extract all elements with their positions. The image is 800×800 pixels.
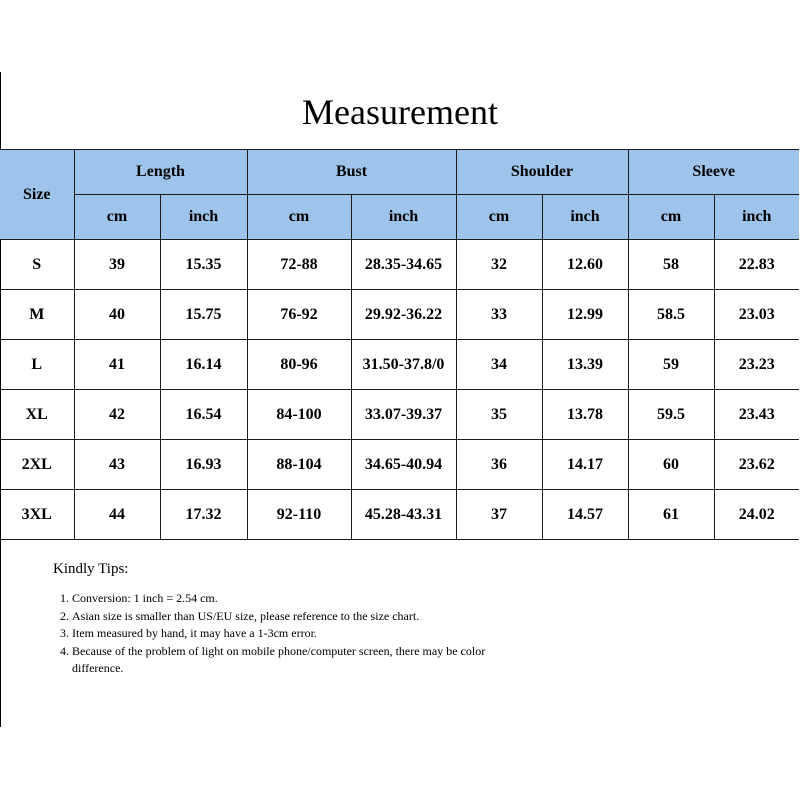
table-cell: 34.65-40.94 xyxy=(351,440,456,490)
table-cell: 23.23 xyxy=(714,340,799,390)
tip-item: 4. Because of the problem of light on mobile phone/computer screen, there may be color difference. xyxy=(72,643,513,678)
tips-title: Kindly Tips: xyxy=(53,561,129,577)
table-cell: 59.5 xyxy=(628,390,714,440)
size-header: Size xyxy=(0,150,74,240)
page-title: Measurement xyxy=(302,92,498,132)
table-row xyxy=(0,390,799,440)
size-cell: S xyxy=(0,240,74,290)
unit-header: inch xyxy=(351,195,456,240)
table-cell: 32 xyxy=(456,240,542,290)
unit-header: cm xyxy=(456,195,542,240)
table-cell: 72-88 xyxy=(247,240,351,290)
table-cell: 59 xyxy=(628,340,714,390)
table-cell: 44 xyxy=(74,490,160,540)
table-cell: 23.43 xyxy=(714,390,799,440)
table-cell: 36 xyxy=(456,440,542,490)
table-cell: 76-92 xyxy=(247,290,351,340)
table-cell: 29.92-36.22 xyxy=(351,290,456,340)
header-row-groups xyxy=(0,150,799,195)
table-cell: 22.83 xyxy=(714,240,799,290)
size-cell: 2XL xyxy=(0,440,74,490)
table-cell: 28.35-34.65 xyxy=(351,240,456,290)
table-cell: 43 xyxy=(74,440,160,490)
size-cell: XL xyxy=(0,390,74,440)
table-row xyxy=(0,440,799,490)
table-cell: 15.35 xyxy=(160,240,247,290)
table-cell: 35 xyxy=(456,390,542,440)
table-row xyxy=(0,490,799,540)
table-cell: 14.17 xyxy=(542,440,628,490)
table-cell: 37 xyxy=(456,490,542,540)
unit-header: inch xyxy=(160,195,247,240)
table-cell: 58.5 xyxy=(628,290,714,340)
table-cell: 16.54 xyxy=(160,390,247,440)
table-cell: 33 xyxy=(456,290,542,340)
table-cell: 14.57 xyxy=(542,490,628,540)
unit-header: inch xyxy=(714,195,799,240)
kindly-tips xyxy=(53,561,513,678)
table-cell: 45.28-43.31 xyxy=(351,490,456,540)
tip-item: 2. Asian size is smaller than US/EU size, please reference to the size chart. xyxy=(72,608,513,626)
table-cell: 88-104 xyxy=(247,440,351,490)
size-cell: L xyxy=(0,340,74,390)
table-cell: 34 xyxy=(456,340,542,390)
tip-item: 1. Conversion: 1 inch = 2.54 cm. xyxy=(72,590,513,608)
tip-item: 3. Item measured by hand, it may have a 1-3cm error. xyxy=(72,625,513,643)
table-cell: 12.99 xyxy=(542,290,628,340)
group-header-length: Length xyxy=(74,150,247,195)
size-cell: M xyxy=(0,290,74,340)
table-cell: 39 xyxy=(74,240,160,290)
unit-header: inch xyxy=(542,195,628,240)
table-cell: 23.03 xyxy=(714,290,799,340)
unit-header: cm xyxy=(74,195,160,240)
table-cell: 61 xyxy=(628,490,714,540)
header-row-units xyxy=(0,195,799,240)
table-cell: 60 xyxy=(628,440,714,490)
table-cell: 13.39 xyxy=(542,340,628,390)
table-cell: 80-96 xyxy=(247,340,351,390)
tips-list xyxy=(53,590,513,678)
table-cell: 33.07-39.37 xyxy=(351,390,456,440)
unit-header: cm xyxy=(628,195,714,240)
table-cell: 16.14 xyxy=(160,340,247,390)
size-cell: 3XL xyxy=(0,490,74,540)
table-cell: 41 xyxy=(74,340,160,390)
table-row xyxy=(0,240,799,290)
table-row xyxy=(0,340,799,390)
table-cell: 24.02 xyxy=(714,490,799,540)
table-cell: 23.62 xyxy=(714,440,799,490)
table-row xyxy=(0,290,799,340)
table-cell: 42 xyxy=(74,390,160,440)
table-cell: 40 xyxy=(74,290,160,340)
table-cell: 13.78 xyxy=(542,390,628,440)
table-cell: 12.60 xyxy=(542,240,628,290)
table-cell: 17.32 xyxy=(160,490,247,540)
table-cell: 84-100 xyxy=(247,390,351,440)
table-cell: 16.93 xyxy=(160,440,247,490)
table-cell: 31.50-37.8/0 xyxy=(351,340,456,390)
table-cell: 58 xyxy=(628,240,714,290)
table-cell: 92-110 xyxy=(247,490,351,540)
unit-header: cm xyxy=(247,195,351,240)
group-header-shoulder: Shoulder xyxy=(456,150,628,195)
table-cell: 15.75 xyxy=(160,290,247,340)
group-header-bust: Bust xyxy=(247,150,456,195)
group-header-sleeve: Sleeve xyxy=(628,150,799,195)
size-chart-table xyxy=(0,149,799,540)
